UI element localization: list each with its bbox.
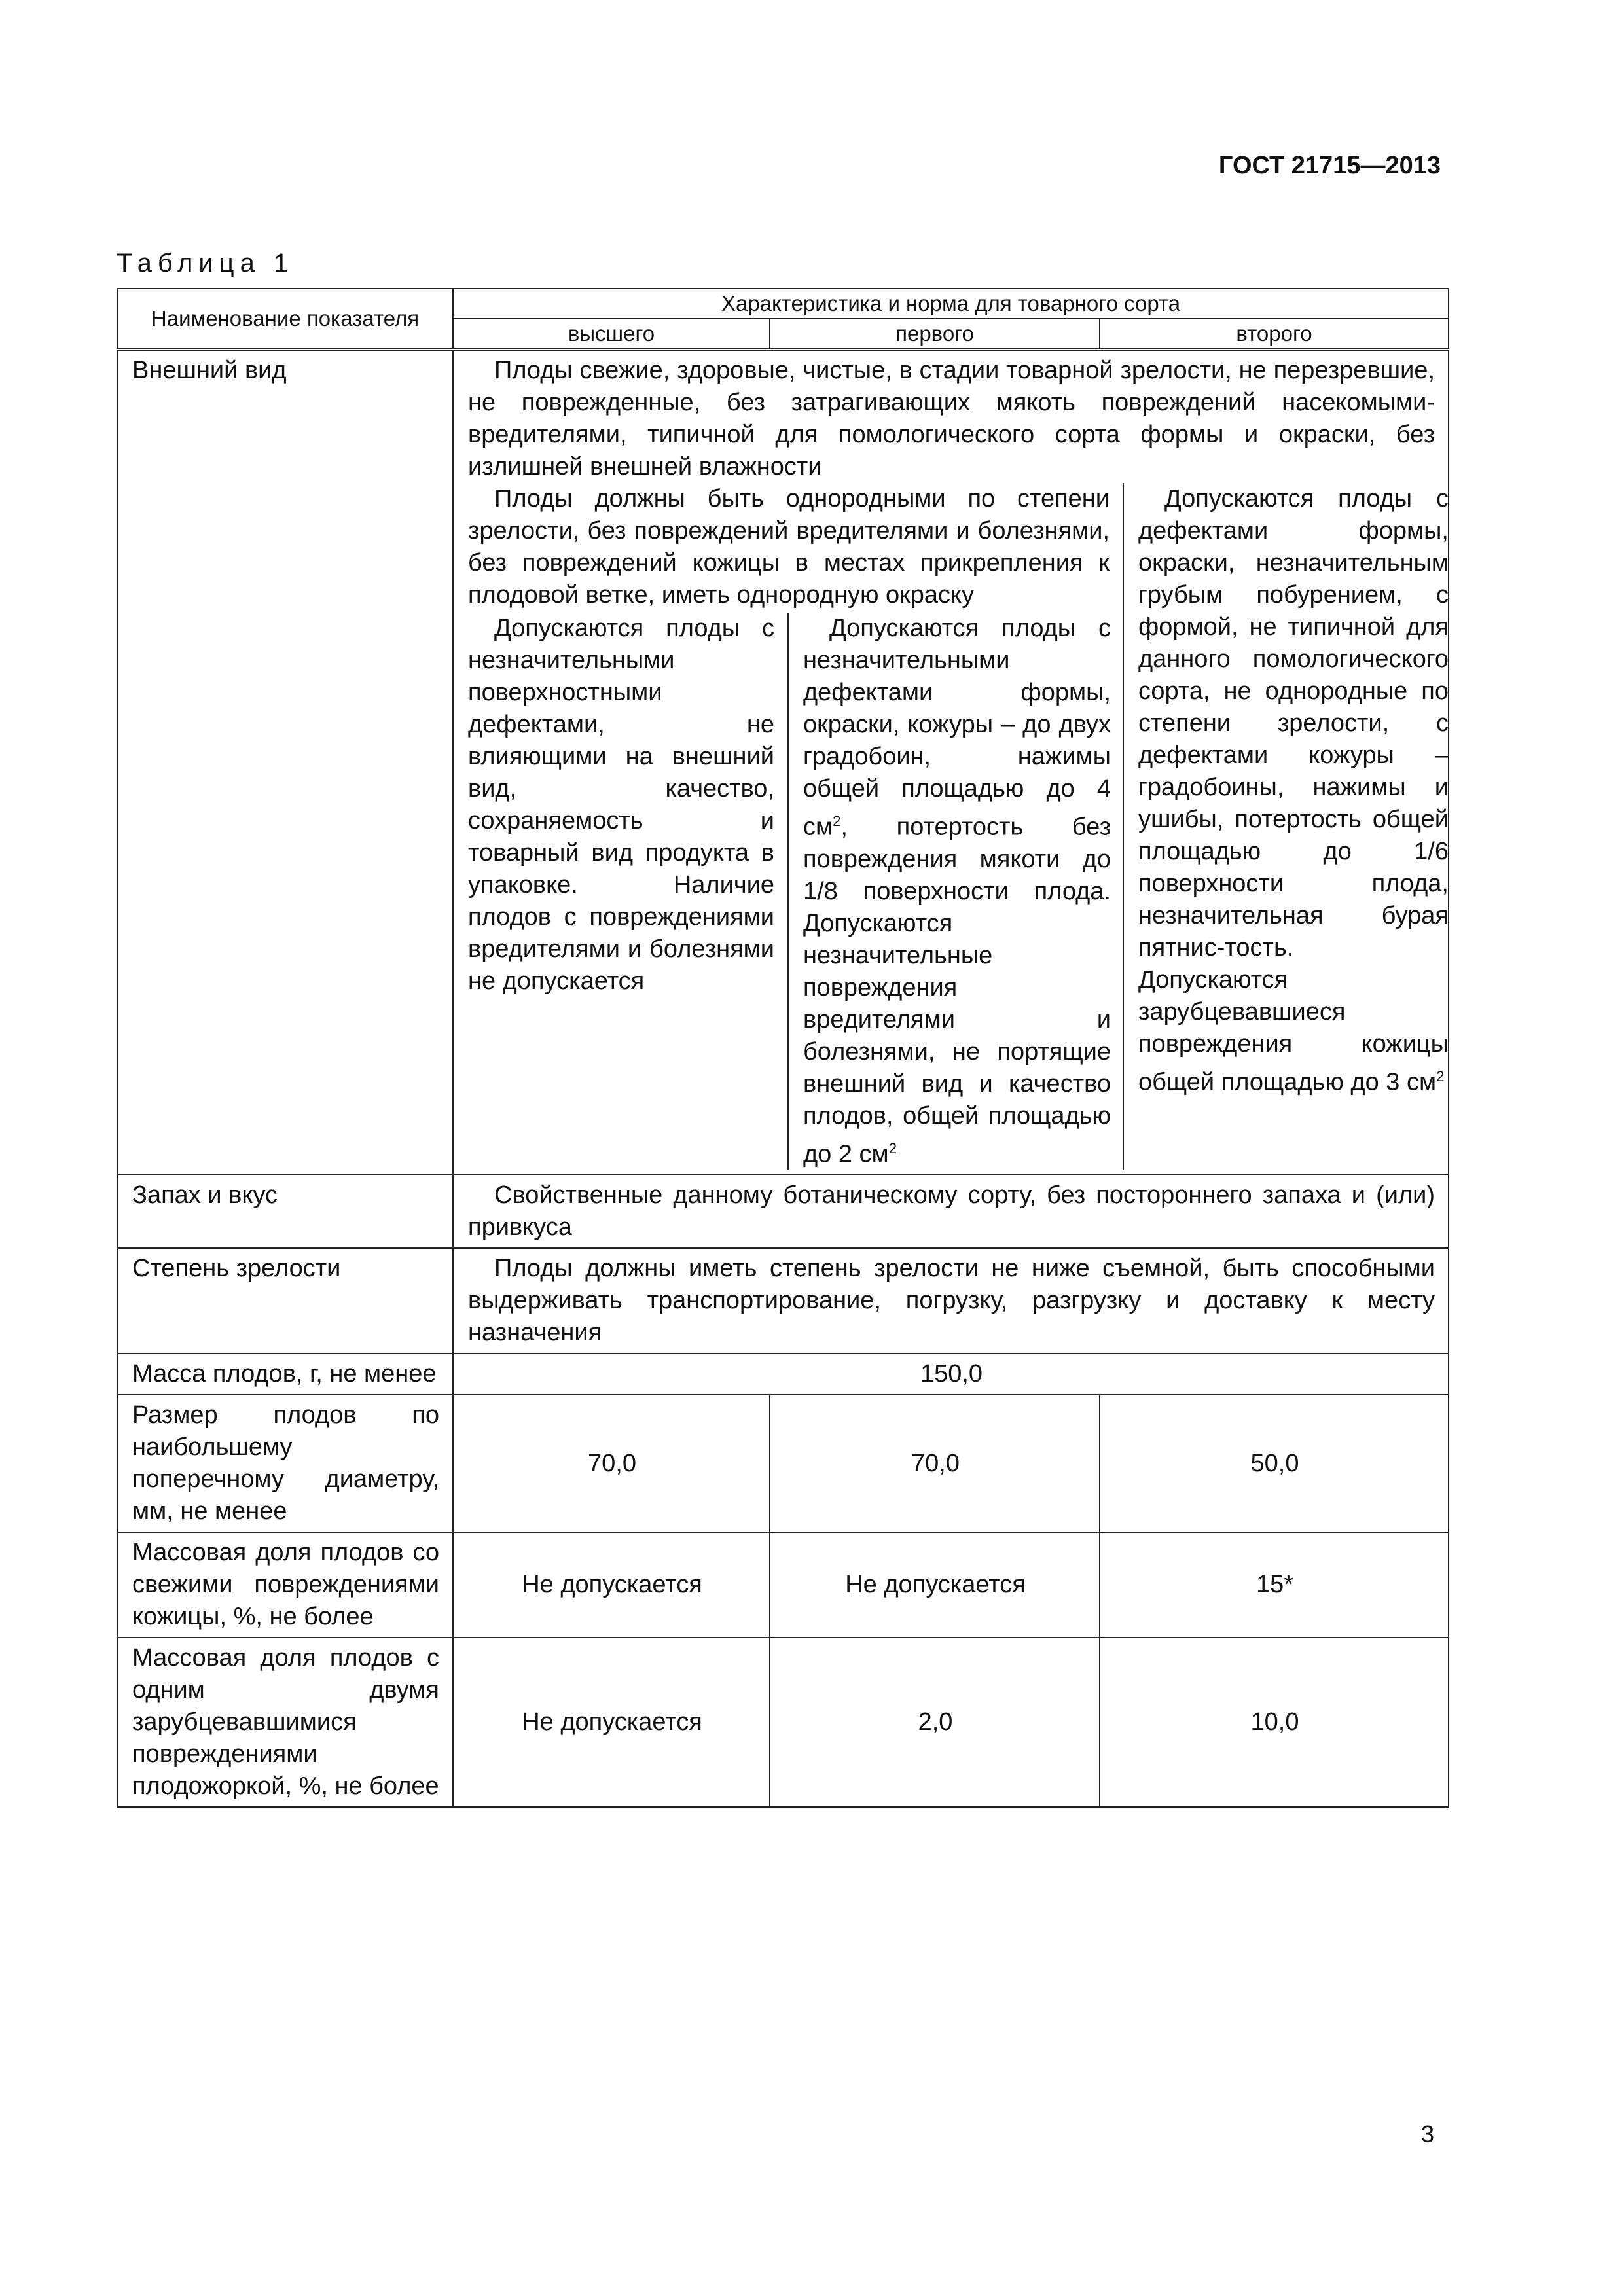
row-name-mass: Масса плодов, г, не менее xyxy=(117,1354,453,1395)
smell-value: Свойственные данному ботаническому сорту, без постороннего запаха и (или) привкуса xyxy=(453,1175,1449,1248)
healed-damage-second: 10,0 xyxy=(1100,1638,1449,1807)
row-ripeness xyxy=(117,1248,1449,1354)
col-header-first: первого xyxy=(770,319,1100,350)
spec-table xyxy=(117,288,1449,1808)
table-caption: Таблица 1 xyxy=(117,249,295,278)
row-fresh-damage xyxy=(117,1532,1449,1638)
fresh-damage-highest: Не допускается xyxy=(453,1532,770,1638)
fresh-damage-second: 15* xyxy=(1100,1532,1449,1638)
page-number: 3 xyxy=(1420,2121,1434,2147)
col-header-group: Характеристика и норма для товарного сорта xyxy=(453,289,1449,319)
ripeness-value: Плоды должны иметь степень зрелости не ниже съемной, быть способными выдерживать транспортирование, погрузку, разгрузку и доставку к месту назначения xyxy=(453,1248,1449,1354)
mass-value: 150,0 xyxy=(453,1354,1449,1395)
row-appearance xyxy=(117,350,1449,1175)
document-code: ГОСТ 21715—2013 xyxy=(1218,152,1441,179)
size-highest: 70,0 xyxy=(453,1395,770,1532)
row-name-healed-damage: Массовая доля плодов с одним двумя зарубцевавшимися повреждениями плодожоркой, %, не более xyxy=(117,1638,453,1807)
fresh-damage-first: Не допускается xyxy=(770,1532,1100,1638)
row-name-appearance: Внешний вид xyxy=(117,350,453,1175)
col-header-name: Наименование показателя xyxy=(117,289,453,350)
appearance-second: Допускаются плоды с дефектами формы, окраски, незначительным грубым побурением, с формой, не типичной для данного помологического сорта, не однородные по степени зрелости, с дефектами кожуры – градобоины, нажимы и ушибы, потертость общей площадью до 1/6 поверхности плода, незначительная бурая пятнис-тость. Допускаются зарубцевавшиеся повреждения кожицы общей площадью до 3 $см^2$ xyxy=(1138,485,1449,1096)
row-name-size: Размер плодов по наибольшему поперечному диаметру, мм, не менее xyxy=(117,1395,453,1532)
row-name-smell: Запах и вкус xyxy=(117,1175,453,1248)
appearance-values xyxy=(453,350,1449,1175)
row-mass xyxy=(117,1354,1449,1395)
row-name-fresh-damage: Массовая доля плодов со свежими повреждениями кожицы, %, не более xyxy=(117,1532,453,1638)
appearance-highest: Допускаются плоды с незначительными поверхностными дефектами, не влияющими на внешний вид, качество, сохраняемость и товарный вид продукта в упаковке. Наличие плодов с повреждениями вредителями и болезнями не допускается xyxy=(468,615,774,995)
appearance-first: Допускаются плоды с незначительными дефектами формы, окраски, кожуры – до двух градобоин, нажимы общей площадью до 4 $см^2$, потертость без повреждения мякоти до 1/8 поверхности плода. Допускаются незначительные повреждения вредителями и болезнями, не портящие внешний вид и качество плодов, общей площадью до 2 $см^2$ xyxy=(803,615,1111,1168)
size-second: 50,0 xyxy=(1100,1395,1449,1532)
healed-damage-highest: Не допускается xyxy=(453,1638,770,1807)
row-name-ripeness: Степень зрелости xyxy=(117,1248,453,1354)
healed-damage-first: 2,0 xyxy=(770,1638,1100,1807)
row-healed-damage xyxy=(117,1638,1449,1807)
col-header-highest: высшего xyxy=(453,319,770,350)
row-size xyxy=(117,1395,1449,1532)
appearance-common: Плоды свежие, здоровые, чистые, в стадии товарной зрелости, не перезревшие, не поврежденные, без затрагивающих мякоть повреждений насекомыми-вредителями, типичной для помологического сорта формы и окраски, без излишней внешней влажности xyxy=(468,357,1435,480)
appearance-highest-first: Плоды должны быть однородными по степени зрелости, без повреждений вредителями и болезнями, без повреждений кожицы в местах прикрепления к плодовой ветке, иметь однородную окраску xyxy=(468,485,1110,609)
size-first: 70,0 xyxy=(770,1395,1100,1532)
row-smell xyxy=(117,1175,1449,1248)
header-row-1 xyxy=(117,289,1449,319)
col-header-second: второго xyxy=(1100,319,1449,350)
